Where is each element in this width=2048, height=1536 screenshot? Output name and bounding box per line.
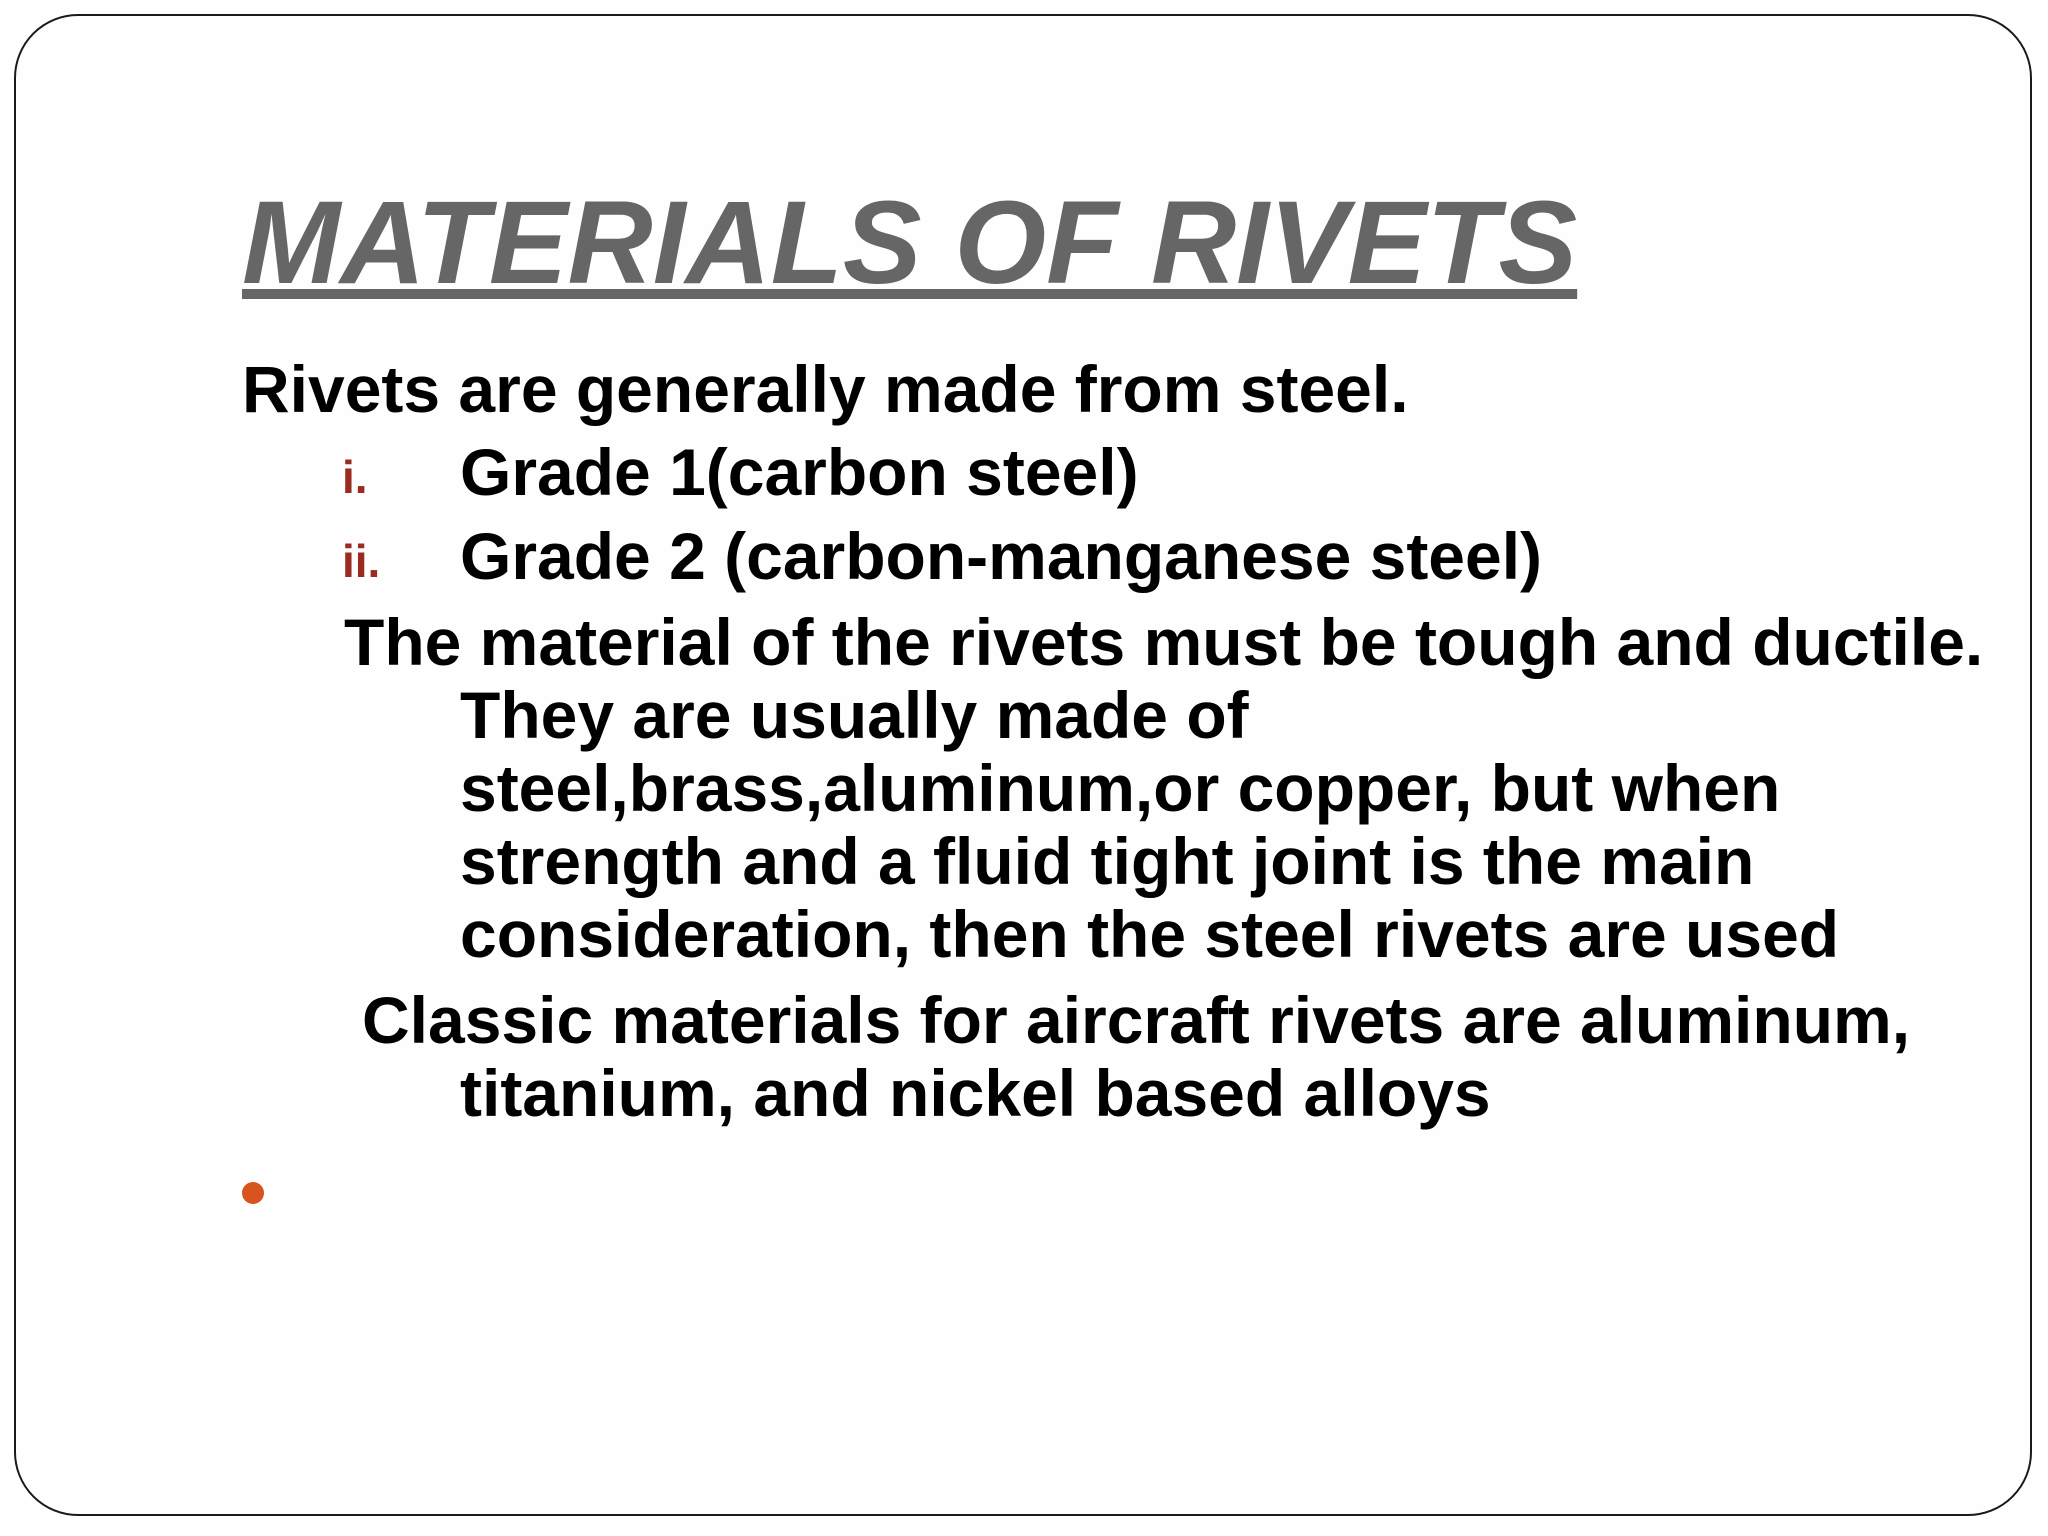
slide: [14, 14, 2032, 1516]
paragraph-material-properties: The material of the rivets must be tough and ductile. They are usually made of steel,brass,aluminum,or copper, but when strength and a fluid tight joint is the main consideration, then the steel rivets are used: [344, 605, 1984, 971]
bullet-dot-icon: [242, 1182, 264, 1204]
slide-title: MATERIALS OF RIVETS: [242, 177, 1578, 309]
list-item-text: Grade 2 (carbon-manganese steel): [460, 519, 1543, 593]
list-marker: i.: [342, 451, 368, 503]
list-marker: ii.: [342, 535, 381, 587]
paragraph-aircraft-materials: Classic materials for aircraft rivets are aluminum, titanium, and nickel based alloys: [362, 983, 1911, 1130]
intro-text: Rivets are generally made from steel.: [242, 352, 1409, 426]
list-item-text: Grade 1(carbon steel): [460, 435, 1139, 509]
